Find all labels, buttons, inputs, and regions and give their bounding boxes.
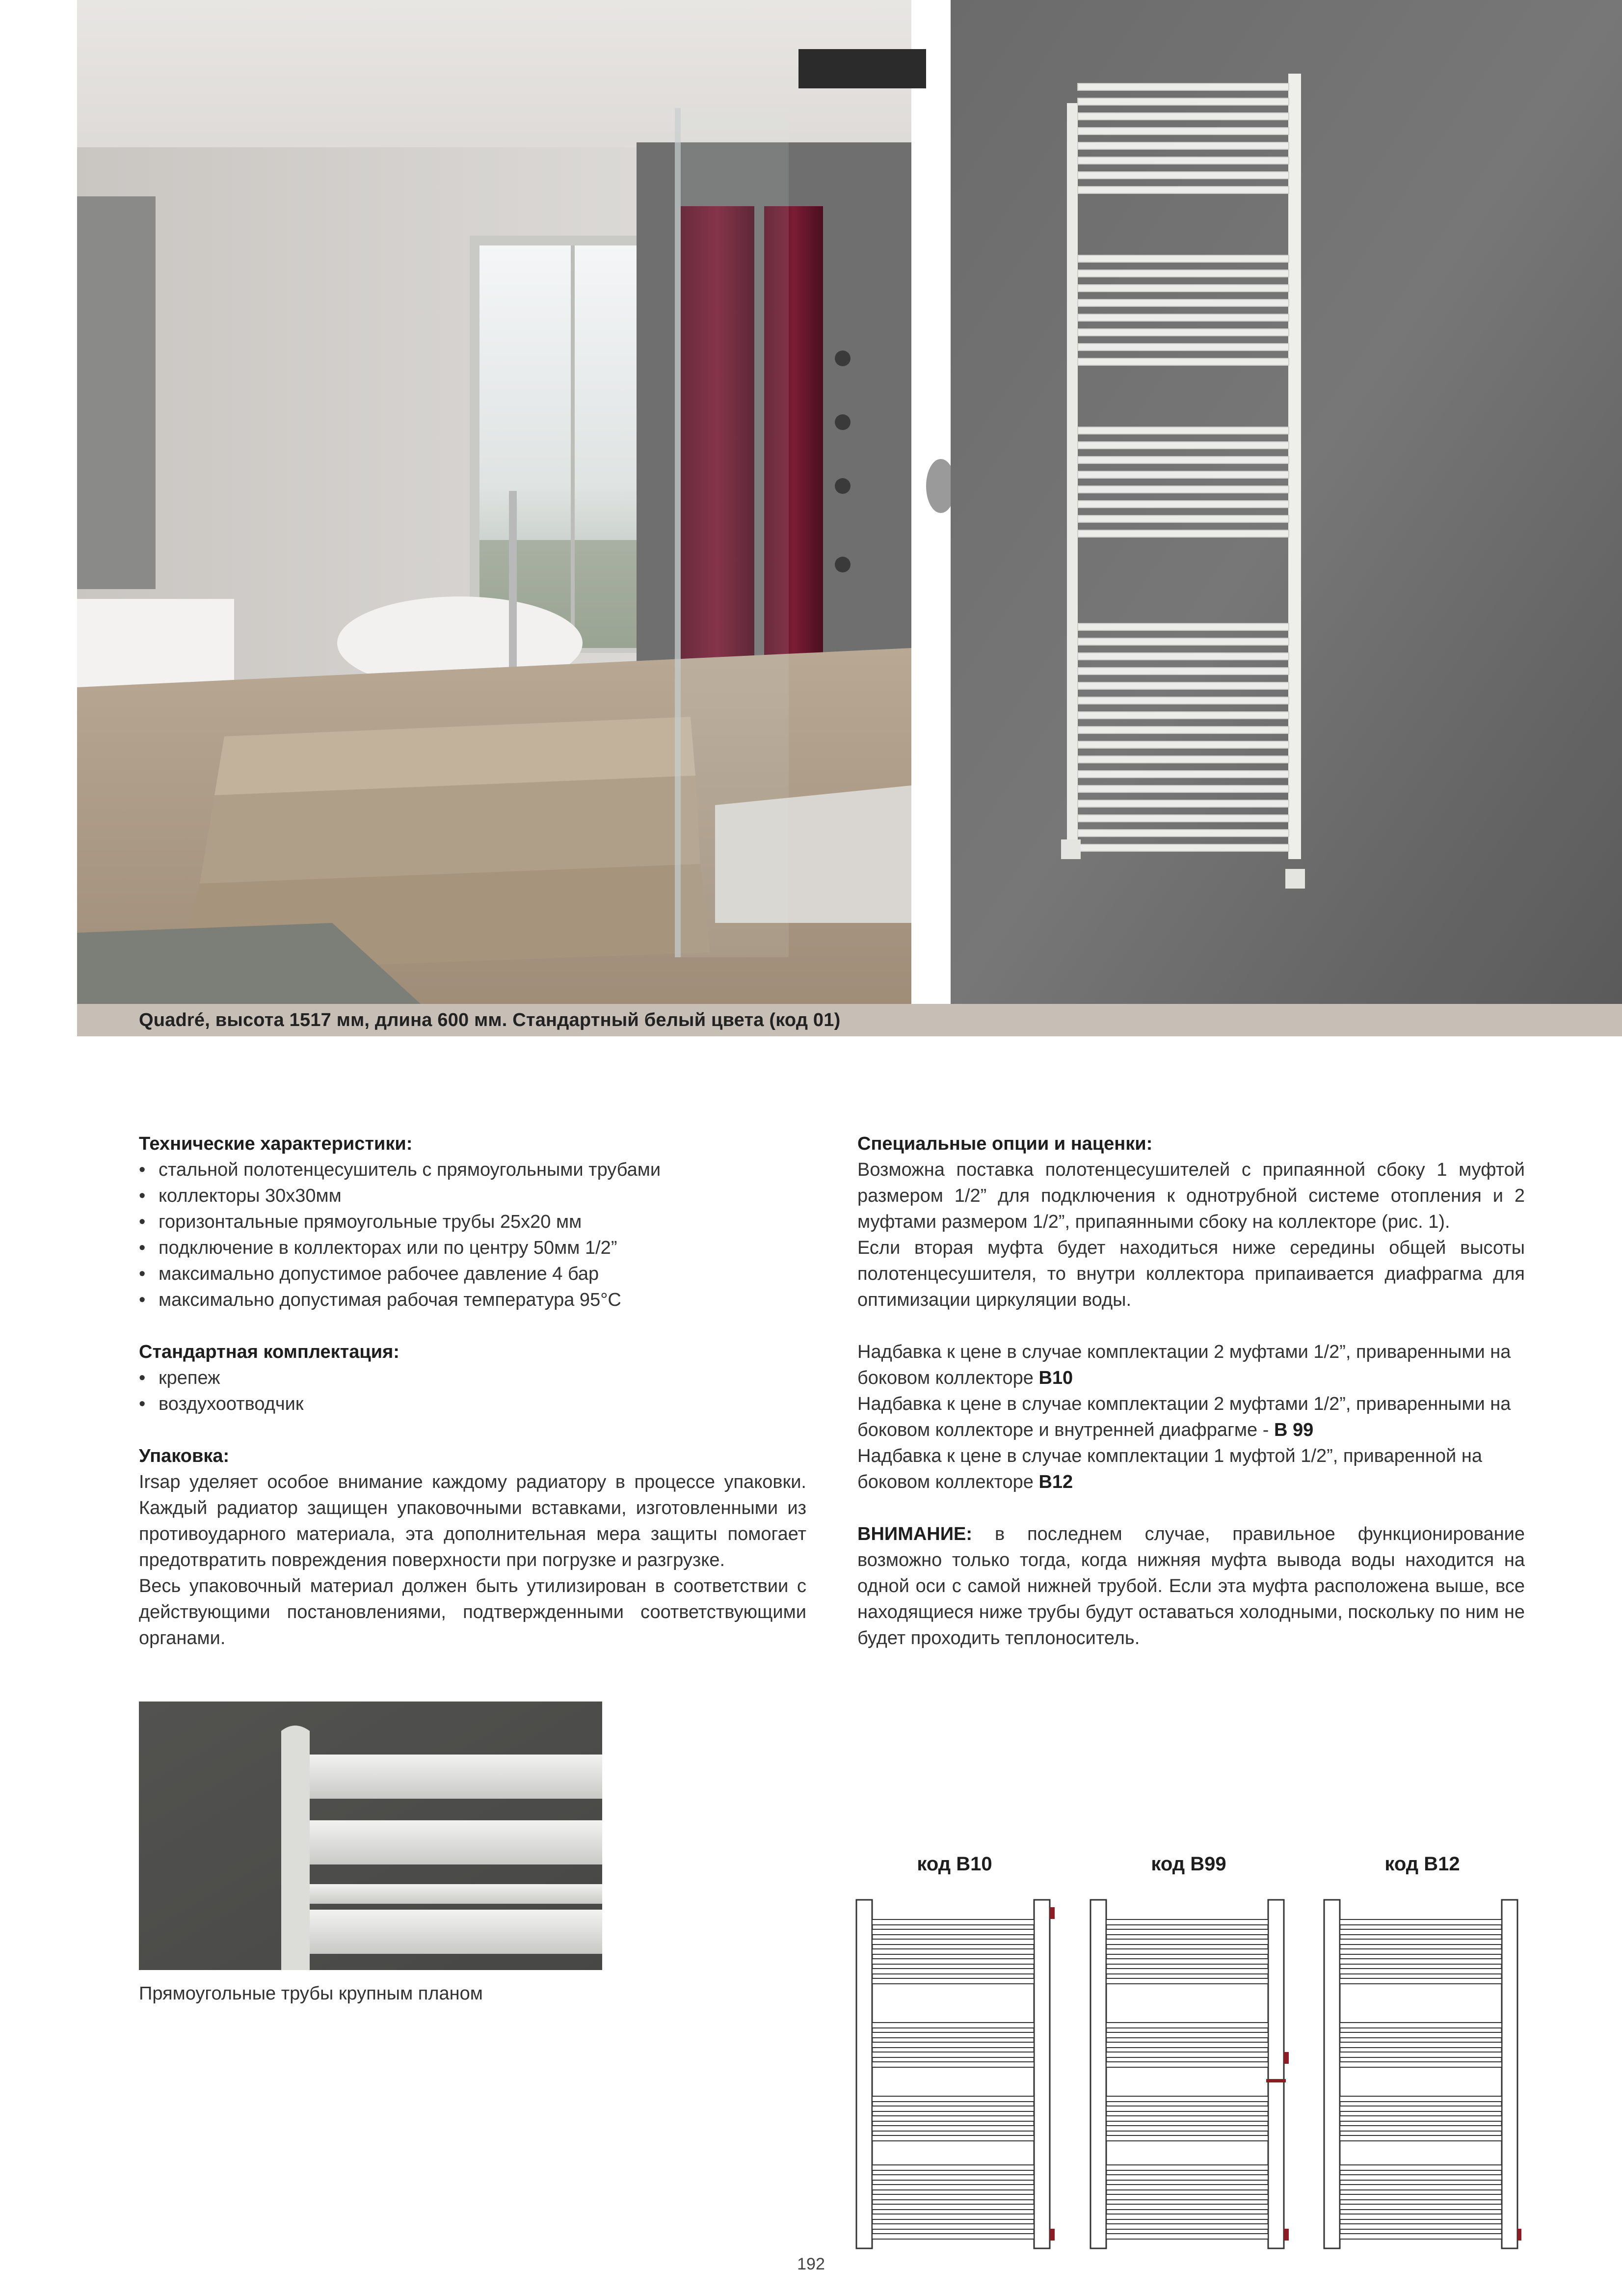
diagram-b12-tube <box>1340 2165 1502 2170</box>
diagram-b12-tube <box>1340 1959 1502 1964</box>
diagram-b12-left-collector <box>1324 1900 1340 2248</box>
bathroom-scene-image <box>77 0 1622 1004</box>
diagram-b10-tube <box>872 2185 1034 2190</box>
diagram-b12-tube <box>1340 2135 1502 2141</box>
diagram-b10-tube <box>872 2194 1034 2200</box>
diagram-b10-tube <box>872 2032 1034 2038</box>
diagram-b12-tube <box>1340 2194 1502 2200</box>
diagram-b12-tube <box>1340 2023 1502 2028</box>
closeup-caption: Прямоугольные трубы крупным планом <box>139 1983 483 2004</box>
surcharge-b10 <box>857 1339 1525 1391</box>
standard-list <box>139 1365 806 1417</box>
closeup-photo <box>139 1702 602 1970</box>
diagram-b12-tube <box>1340 1949 1502 1954</box>
diagram-b10-tube <box>872 2106 1034 2111</box>
standard-item: • воздухоотводчик <box>139 1391 806 1417</box>
tech-item: • максимально допустимое рабочее давление 4 бар <box>139 1261 806 1287</box>
diagram-b99-tube <box>1106 2032 1268 2038</box>
diagram-b99-tube <box>1106 2234 1268 2239</box>
diagram-b10-tube <box>872 2062 1034 2067</box>
diagram-b99-left-collector <box>1090 1900 1106 2248</box>
diagram-b12-tube <box>1340 2224 1502 2229</box>
diagram-b99-tube <box>1106 2116 1268 2121</box>
diagram-b99-tube <box>1106 2042 1268 2048</box>
diagram-b10-tube <box>872 2096 1034 2102</box>
diagram-b10-right-collector <box>1034 1900 1050 2248</box>
diagram-b10-tube <box>872 2126 1034 2131</box>
diagram-b10-tube <box>872 1919 1034 1925</box>
surcharge-b12-text: Надбавка к цене в случае комплектации 1 муфтой 1/2”, приваренной на боковом коллекторе <box>857 1446 1482 1492</box>
packing-text: Irsap уделяет особое внимание каждому радиатору в процессе упаковки. Каждый радиатор защищен упаковочными вставками, изготовленными из противоударного материала, эта дополнительная мера защиты помогает предотвратить повреждения поверхности при погрузке и разгрузке. <box>139 1472 806 1570</box>
diagram-b12-tube <box>1340 2042 1502 2048</box>
surcharge-b99 <box>857 1391 1525 1443</box>
diagram-b99-tube <box>1106 1949 1268 1954</box>
diagram-b12-tube <box>1340 2062 1502 2067</box>
connection-diagrams-svg <box>854 1890 1521 2258</box>
surcharge-b12-code: B12 <box>1038 1472 1073 1492</box>
diagram-b99-diaphragm <box>1266 2079 1286 2082</box>
diagram-b10-tube <box>872 2165 1034 2170</box>
diagram-b10-tube <box>872 2214 1034 2219</box>
tech-heading: Технические характеристики: <box>139 1134 413 1154</box>
tech-item: • подключение в коллекторах или по центру 50мм 1/2” <box>139 1235 806 1261</box>
diagram-b10-fitting-top <box>1050 1907 1055 1919</box>
diagram-b99-tube <box>1106 2023 1268 2028</box>
connection-diagrams <box>854 1890 1521 2258</box>
diagram-b10-tube <box>872 1949 1034 1954</box>
diagram-b12-tube <box>1340 2126 1502 2131</box>
diagram-b10-tube <box>872 2234 1034 2239</box>
tech-item: • коллекторы 30x30мм <box>139 1183 806 1209</box>
diagram-b10-tube <box>872 1969 1034 1974</box>
diagram-b99-right-collector <box>1268 1900 1284 2248</box>
hero-caption-bar <box>77 1004 1622 1036</box>
diagram-b12-tube <box>1340 2214 1502 2219</box>
diagram-b10-tube <box>872 2204 1034 2210</box>
diagram-b99-tube <box>1106 2165 1268 2170</box>
diagram-b10-tube <box>872 1959 1034 1964</box>
diagram-b10-tube <box>872 1939 1034 1945</box>
options-paragraph-1: Возможна поставка полотенцесушителей с припаянной сбоку 1 муфтой размером 1/2” для подключения к однотрубной системе отопления и 2 муфтами размером 1/2”, припаянными сбоку на коллекторе (рис. 1). <box>857 1160 1525 1232</box>
diagram-b12-tube <box>1340 1919 1502 1925</box>
diagram-b12-tube <box>1340 2185 1502 2190</box>
diagram-b10-tube <box>872 2023 1034 2028</box>
diagram-b12-tube <box>1340 2032 1502 2038</box>
diagram-b99-fitting-bottom <box>1284 2229 1289 2241</box>
warning-label: ВНИМАНИЕ: <box>857 1524 973 1544</box>
diagram-b99-tube <box>1106 2224 1268 2229</box>
diagram-b12-tube <box>1340 2096 1502 2102</box>
diagram-b12-tube <box>1340 1969 1502 1974</box>
diagram-b12-tube <box>1340 2234 1502 2239</box>
diagram-b99-tube <box>1106 2185 1268 2190</box>
diagram-b99-tube <box>1106 2106 1268 2111</box>
packing-text-2: Весь упаковочный материал должен быть утилизирован в соответствии с действующими постановлениями, подтвержденными соответствующими органами. <box>139 1576 806 1648</box>
diagram-b99-tube <box>1106 2194 1268 2200</box>
diagram-label-b12: код B12 <box>1384 1853 1460 1875</box>
diagram-b12-tube <box>1340 1939 1502 1945</box>
diagram-b12-tube <box>1340 1978 1502 1984</box>
diagram-b99-tube <box>1106 2126 1268 2131</box>
diagram-b10-tube <box>872 2135 1034 2141</box>
diagram-b99-tube <box>1106 2052 1268 2057</box>
surcharge-b12 <box>857 1443 1525 1495</box>
page-number: 192 <box>797 2255 825 2273</box>
diagram-b12-tube <box>1340 2116 1502 2121</box>
warning-text: в последнем случае, правильное функционирование возможно только тогда, когда нижняя муфта вывода воды находится на одной оси с самой нижней трубой. Если эта муфта расположена выше, все находящиеся ниже трубы будут оставаться холодными, поскольку по ним не будет проходить теплоноситель. <box>857 1524 1525 1648</box>
diagram-b10-tube <box>872 1978 1034 1984</box>
diagram-b99-tube <box>1106 2214 1268 2219</box>
diagram-b10-tube <box>872 1929 1034 1935</box>
tech-item: • стальной полотенцесушитель с прямоугольными трубами <box>139 1157 806 1183</box>
diagram-b10-tube <box>872 2116 1034 2121</box>
diagram-label-b10: код B10 <box>917 1853 992 1875</box>
tech-item: • горизонтальные прямоугольные трубы 25x20 мм <box>139 1209 806 1235</box>
left-text-column <box>139 1131 806 1651</box>
options-heading: Специальные опции и наценки: <box>857 1134 1153 1154</box>
diagram-b12-tube <box>1340 2175 1502 2180</box>
tech-list <box>139 1157 806 1313</box>
hero-caption: Quadré, высота 1517 мм, длина 600 мм. Стандартный белый цвета (код 01) <box>139 1009 841 1030</box>
diagram-b99-tube <box>1106 2175 1268 2180</box>
diagram-b10-tube <box>872 2175 1034 2180</box>
diagram-b10-fitting-bottom <box>1050 2229 1055 2241</box>
tech-item: • максимально допустимая рабочая температура 95°C <box>139 1287 806 1313</box>
diagram-label-b99: код B99 <box>1151 1853 1226 1875</box>
options-paragraph-2: Если вторая муфта будет находиться ниже середины общей высоты полотенцесушителя, то внутри коллектора припаивается диафрагма для оптимизации циркуляции воды. <box>857 1238 1525 1310</box>
surcharge-b99-code: B 99 <box>1274 1420 1314 1440</box>
diagram-b99-tube <box>1106 2062 1268 2067</box>
diagram-b99-tube <box>1106 1919 1268 1925</box>
warning-paragraph <box>857 1521 1525 1651</box>
diagram-b99-tube <box>1106 2135 1268 2141</box>
diagram-b99-tube <box>1106 1959 1268 1964</box>
surcharge-b99-text: Надбавка к цене в случае комплектации 2 муфтами 1/2”, приваренными на боковом коллекторе и внутренней диафрагме - <box>857 1394 1511 1440</box>
diagram-b10-tube <box>872 2224 1034 2229</box>
packing-heading: Упаковка: <box>139 1446 230 1466</box>
diagram-b99-tube <box>1106 1969 1268 1974</box>
diagram-b12-fitting-bottom <box>1517 2229 1521 2241</box>
diagram-b12-tube <box>1340 2204 1502 2210</box>
diagram-b12-right-collector <box>1502 1900 1517 2248</box>
diagram-b99-tube <box>1106 1978 1268 1984</box>
diagram-b99-fitting-middle <box>1284 2052 1289 2064</box>
standard-item: • крепеж <box>139 1365 806 1391</box>
surcharge-b10-text: Надбавка к цене в случае комплектации 2 муфтами 1/2”, приваренными на боковом коллекторе <box>857 1342 1511 1388</box>
diagram-b10-left-collector <box>856 1900 872 2248</box>
diagram-b99-tube <box>1106 2096 1268 2102</box>
right-text-column <box>857 1131 1525 1651</box>
standard-heading: Стандартная комплектация: <box>139 1342 399 1362</box>
diagram-b99-tube <box>1106 1939 1268 1945</box>
hero-photo <box>77 0 1622 1004</box>
surcharge-b10-code: B10 <box>1038 1368 1073 1388</box>
diagram-b12-tube <box>1340 2052 1502 2057</box>
diagram-b10-tube <box>872 2042 1034 2048</box>
diagram-b99-tube <box>1106 1929 1268 1935</box>
diagram-b99-tube <box>1106 2204 1268 2210</box>
diagram-b10-tube <box>872 2052 1034 2057</box>
diagram-b12-tube <box>1340 1929 1502 1935</box>
diagram-b12-tube <box>1340 2106 1502 2111</box>
rectangular-tubes-closeup-image <box>139 1702 602 1970</box>
